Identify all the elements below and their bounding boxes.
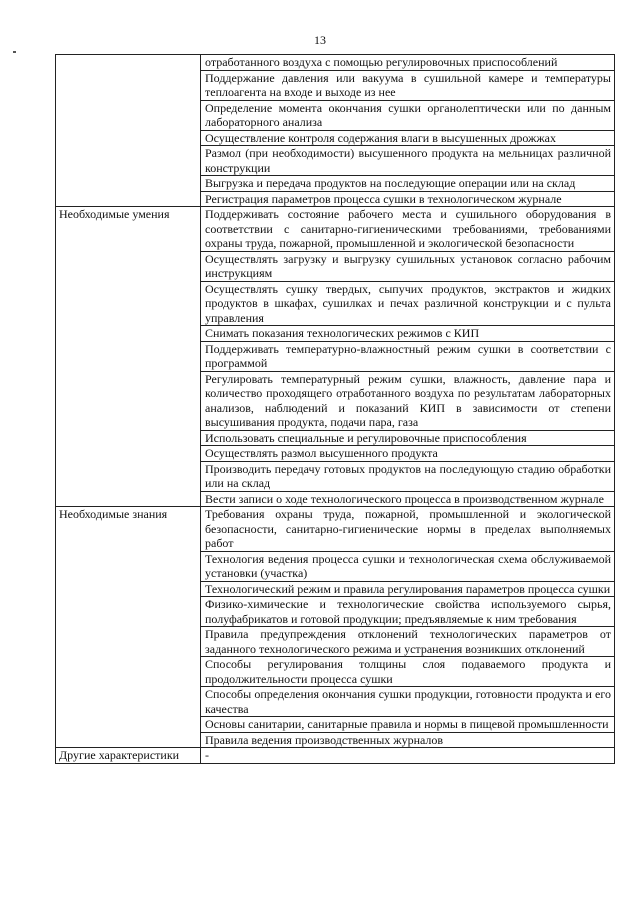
section-item: Технология ведения процесса сушки и технологическая схема обслуживаемой установки (участка) xyxy=(201,551,615,581)
characteristics-table xyxy=(55,54,615,764)
section-item: Способы определения окончания сушки продукции, готовности продукта и его качества xyxy=(201,687,615,717)
section-item: Размол (при необходимости) высушенного продукта на мельницах различной конструкции xyxy=(201,146,615,176)
section-item: Использовать специальные и регулировочные приспособления xyxy=(201,430,615,446)
section-item: Выгрузка и передача продуктов на последующие операции или на склад xyxy=(201,176,615,192)
section-item: Определение момента окончания сушки органолептически или по данным лабораторного анализа xyxy=(201,100,615,130)
section-item: Осуществлять загрузку и выгрузку сушильных установок согласно рабочим инструкциям xyxy=(201,251,615,281)
section-item: Поддерживать температурно-влажностный режим сушки в соответствии с программой xyxy=(201,341,615,371)
section-item: Вести записи о ходе технологического процесса в производственном журнале xyxy=(201,491,615,507)
section-item: Регулировать температурный режим сушки, влажность, давление пара и количество проходящего отработанного воздуха по результатам лабораторных анализов, наблюдений и показаний КИП в зависимости от степени высушивания продукта, подачи пара, газа xyxy=(201,371,615,430)
section-item: Производить передачу готовых продуктов на последующую стадию обработки или на склад xyxy=(201,461,615,491)
section-label: Необходимые умения xyxy=(56,207,201,507)
section-label: Другие характеристики xyxy=(56,748,201,764)
section-item: Осуществление контроля содержания влаги в высушенных дрожжах xyxy=(201,130,615,146)
section-item: Поддержание давления или вакуума в сушильной камере и температуры теплоагента на входе и выходе из нее xyxy=(201,70,615,100)
section-item: Регистрация параметров процесса сушки в технологическом журнале xyxy=(201,191,615,207)
table-row xyxy=(56,507,615,552)
section-item: Требования охраны труда, пожарной, промышленной и экологической безопасности, санитарно-гигиенические нормы в пределах выполняемых работ xyxy=(201,507,615,552)
scan-mark xyxy=(13,51,16,53)
section-item: Правила ведения производственных журналов xyxy=(201,732,615,748)
section-item: Технологический режим и правила регулирования параметров процесса сушки xyxy=(201,581,615,597)
table-row xyxy=(56,207,615,252)
section-item: Осуществлять размол высушенного продукта xyxy=(201,446,615,462)
section-item: Физико-химические и технологические свойства используемого сырья, полуфабрикатов и готовой продукции; предъявляемые к ним требования xyxy=(201,597,615,627)
table-row xyxy=(56,748,615,764)
section-item: Снимать показания технологических режимов с КИП xyxy=(201,326,615,342)
section-item: отработанного воздуха с помощью регулировочных приспособлений xyxy=(201,55,615,71)
section-item: Способы регулирования толщины слоя подаваемого продукта и продолжительности процесса сушки xyxy=(201,657,615,687)
table-row xyxy=(56,55,615,71)
section-label xyxy=(56,55,201,207)
page-number: 13 xyxy=(314,33,326,47)
table-body xyxy=(56,55,615,764)
section-item: - xyxy=(201,748,615,764)
section-item: Основы санитарии, санитарные правила и нормы в пищевой промышленности xyxy=(201,717,615,733)
section-label: Необходимые знания xyxy=(56,507,201,748)
section-item: Осуществлять сушку твердых, сыпучих продуктов, экстрактов и жидких продуктов в шкафах, сушилках и печах различной конструкции и с пульта управления xyxy=(201,281,615,326)
section-item: Правила предупреждения отклонений технологических параметров от заданного технологического режима и устранения возникших отклонений xyxy=(201,627,615,657)
section-item: Поддерживать состояние рабочего места и сушильного оборудования в соответствии с санитарно-гигиеническими требованиями, требованиями охраны труда, пожарной, промышленной и экологической безопасности xyxy=(201,207,615,252)
